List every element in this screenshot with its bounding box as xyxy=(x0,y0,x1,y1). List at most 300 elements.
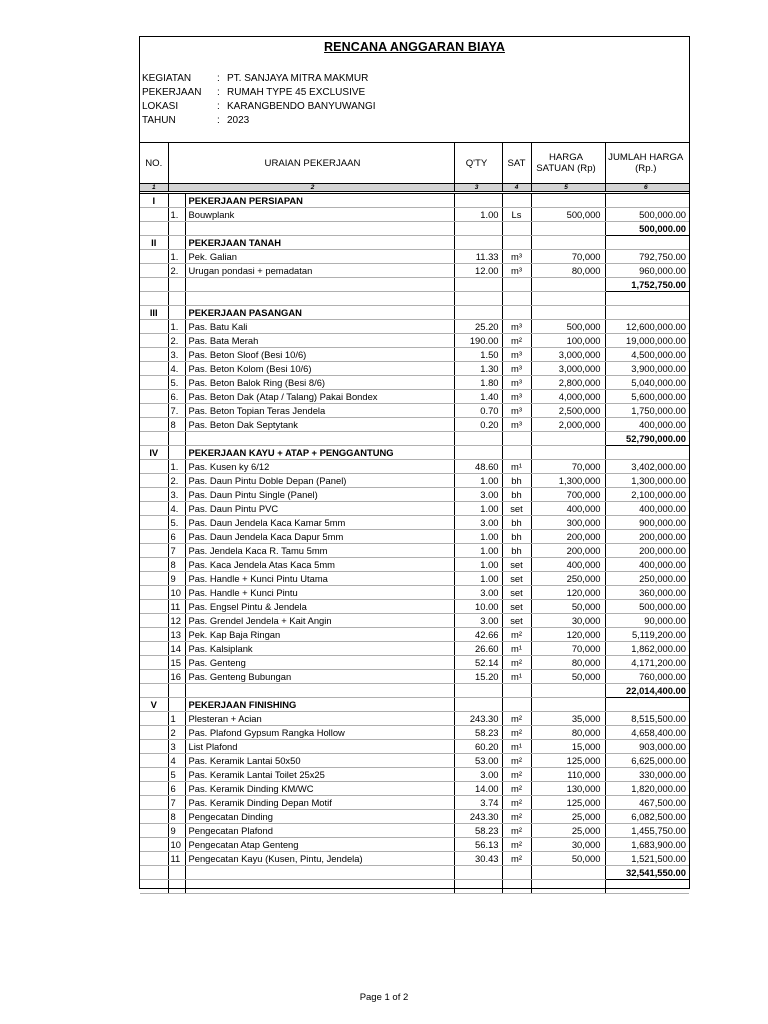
item-quantity: 42.66 xyxy=(454,628,502,642)
item-number: 12 xyxy=(168,614,185,628)
table-row xyxy=(140,530,689,544)
empty-cell xyxy=(185,866,454,880)
empty-cell xyxy=(140,502,168,516)
item-description: Pas. Beton Sloof (Besi 10/6) xyxy=(185,348,454,362)
empty-cell xyxy=(140,278,168,292)
empty-cell xyxy=(168,880,185,894)
header-qty: Q'TY xyxy=(454,143,502,184)
item-unit: m³ xyxy=(502,418,531,432)
empty-cell xyxy=(605,292,689,306)
item-quantity: 1.00 xyxy=(454,474,502,488)
item-description: Pek. Kap Baja Ringan xyxy=(185,628,454,642)
item-number: 5 xyxy=(168,768,185,782)
item-description: Pas. Bata Merah xyxy=(185,334,454,348)
info-value: PT. SANJAYA MITRA MAKMUR xyxy=(227,73,369,84)
table-row xyxy=(140,838,689,852)
empty-cell xyxy=(185,278,454,292)
item-quantity: 0.20 xyxy=(454,418,502,432)
item-description: Pas. Daun Jendela Kaca Kamar 5mm xyxy=(185,516,454,530)
header-uraian: URAIAN PEKERJAAN xyxy=(168,143,454,184)
item-total: 400,000.00 xyxy=(605,418,689,432)
empty-cell xyxy=(140,866,168,880)
item-total: 960,000.00 xyxy=(605,264,689,278)
item-unit-price: 700,000 xyxy=(531,488,605,502)
item-quantity: 11.33 xyxy=(454,250,502,264)
item-total: 200,000.00 xyxy=(605,544,689,558)
item-unit: m¹ xyxy=(502,740,531,754)
empty-cell xyxy=(140,558,168,572)
empty-cell xyxy=(531,880,605,894)
item-quantity: 48.60 xyxy=(454,460,502,474)
item-number: 2 xyxy=(168,726,185,740)
table-row xyxy=(140,614,689,628)
item-description: List Plafond xyxy=(185,740,454,754)
empty-cell xyxy=(531,222,605,236)
table-row xyxy=(140,362,689,376)
empty-cell xyxy=(605,236,689,250)
empty-cell xyxy=(185,292,454,306)
empty-cell xyxy=(454,698,502,712)
info-value: KARANGBENDO BANYUWANGI xyxy=(227,101,376,112)
item-total: 90,000.00 xyxy=(605,614,689,628)
empty-cell xyxy=(531,446,605,460)
empty-cell xyxy=(185,222,454,236)
item-unit: m³ xyxy=(502,362,531,376)
item-number: 10 xyxy=(168,838,185,852)
table-row xyxy=(140,544,689,558)
item-number: 3. xyxy=(168,348,185,362)
table-row xyxy=(140,404,689,418)
empty-cell xyxy=(454,193,502,208)
empty-cell xyxy=(168,866,185,880)
item-number: 14 xyxy=(168,642,185,656)
section-header-row xyxy=(140,193,689,208)
table-row xyxy=(140,586,689,600)
section-title: PEKERJAAN TANAH xyxy=(185,236,454,250)
empty-cell xyxy=(140,362,168,376)
empty-cell xyxy=(140,460,168,474)
item-unit-price: 110,000 xyxy=(531,768,605,782)
item-unit: m² xyxy=(502,796,531,810)
empty-cell xyxy=(502,446,531,460)
item-description: Pas. Keramik Lantai 50x50 xyxy=(185,754,454,768)
item-total: 1,750,000.00 xyxy=(605,404,689,418)
item-unit: m¹ xyxy=(502,460,531,474)
item-quantity: 52.14 xyxy=(454,656,502,670)
item-total: 250,000.00 xyxy=(605,572,689,586)
section-number: III xyxy=(140,306,168,320)
empty-cell xyxy=(502,880,531,894)
empty-cell xyxy=(168,432,185,446)
item-description: Pek. Galian xyxy=(185,250,454,264)
empty-cell xyxy=(531,866,605,880)
item-unit: m¹ xyxy=(502,670,531,684)
empty-cell xyxy=(140,376,168,390)
item-quantity: 190.00 xyxy=(454,334,502,348)
info-label: PEKERJAAN xyxy=(142,87,202,98)
empty-cell xyxy=(168,698,185,712)
section-number: IV xyxy=(140,446,168,460)
column-number: 4 xyxy=(502,184,531,193)
subtotal-row xyxy=(140,432,689,446)
item-unit: m³ xyxy=(502,264,531,278)
header-harga: HARGA SATUAN (Rp) xyxy=(531,143,605,184)
item-description: Plesteran + Acian xyxy=(185,712,454,726)
empty-cell xyxy=(454,306,502,320)
item-number: 6. xyxy=(168,390,185,404)
item-quantity: 3.00 xyxy=(454,516,502,530)
item-quantity: 1.30 xyxy=(454,362,502,376)
empty-cell xyxy=(531,193,605,208)
item-total: 1,455,750.00 xyxy=(605,824,689,838)
table-row xyxy=(140,656,689,670)
table-row xyxy=(140,726,689,740)
section-header-row xyxy=(140,698,689,712)
empty-cell xyxy=(140,726,168,740)
info-lokasi xyxy=(140,100,689,114)
item-unit-price: 200,000 xyxy=(531,530,605,544)
item-number: 4. xyxy=(168,362,185,376)
empty-cell xyxy=(168,278,185,292)
empty-cell xyxy=(140,222,168,236)
section-number: V xyxy=(140,698,168,712)
empty-cell xyxy=(454,866,502,880)
empty-cell xyxy=(140,474,168,488)
item-quantity: 0.70 xyxy=(454,404,502,418)
item-unit-price: 500,000 xyxy=(531,320,605,334)
item-number: 5. xyxy=(168,516,185,530)
section-title: PEKERJAAN KAYU + ATAP + PENGGANTUNG xyxy=(185,446,454,460)
item-unit-price: 35,000 xyxy=(531,712,605,726)
item-number: 7. xyxy=(168,404,185,418)
empty-cell xyxy=(168,292,185,306)
empty-cell xyxy=(454,432,502,446)
cost-table xyxy=(140,142,689,894)
item-quantity: 243.30 xyxy=(454,712,502,726)
empty-cell xyxy=(185,432,454,446)
table-row xyxy=(140,264,689,278)
empty-cell xyxy=(605,698,689,712)
item-number: 4 xyxy=(168,754,185,768)
item-quantity: 12.00 xyxy=(454,264,502,278)
table-row xyxy=(140,824,689,838)
item-description: Pas. Plafond Gypsum Rangka Hollow xyxy=(185,726,454,740)
empty-cell xyxy=(502,222,531,236)
item-unit: m³ xyxy=(502,404,531,418)
item-quantity: 58.23 xyxy=(454,726,502,740)
empty-cell xyxy=(140,516,168,530)
item-total: 6,082,500.00 xyxy=(605,810,689,824)
item-number: 8 xyxy=(168,558,185,572)
empty-cell xyxy=(140,810,168,824)
item-unit: m² xyxy=(502,712,531,726)
empty-cell xyxy=(502,432,531,446)
empty-cell xyxy=(531,684,605,698)
table-row xyxy=(140,572,689,586)
item-number: 2. xyxy=(168,334,185,348)
empty-cell xyxy=(140,824,168,838)
item-total: 330,000.00 xyxy=(605,768,689,782)
item-unit-price: 130,000 xyxy=(531,782,605,796)
item-number: 5. xyxy=(168,376,185,390)
item-description: Pas. Batu Kali xyxy=(185,320,454,334)
item-unit-price: 250,000 xyxy=(531,572,605,586)
empty-cell xyxy=(454,278,502,292)
column-number: 3 xyxy=(454,184,502,193)
item-quantity: 3.00 xyxy=(454,488,502,502)
column-number: 1 xyxy=(140,184,168,193)
item-number: 1. xyxy=(168,250,185,264)
item-number: 9 xyxy=(168,572,185,586)
section-subtotal: 500,000.00 xyxy=(605,222,689,236)
empty-cell xyxy=(140,544,168,558)
item-unit: set xyxy=(502,586,531,600)
empty-cell xyxy=(140,488,168,502)
item-total: 792,750.00 xyxy=(605,250,689,264)
info-kegiatan xyxy=(140,72,689,86)
item-unit: bh xyxy=(502,474,531,488)
item-total: 6,625,000.00 xyxy=(605,754,689,768)
empty-cell xyxy=(140,656,168,670)
item-unit: bh xyxy=(502,516,531,530)
table-row xyxy=(140,852,689,866)
table-body xyxy=(140,193,689,894)
item-total: 1,300,000.00 xyxy=(605,474,689,488)
info-colon: : xyxy=(217,87,220,98)
empty-cell xyxy=(140,348,168,362)
item-unit-price: 400,000 xyxy=(531,502,605,516)
item-number: 16 xyxy=(168,670,185,684)
empty-cell xyxy=(140,782,168,796)
item-description: Pengecatan Atap Genteng xyxy=(185,838,454,852)
item-unit-price: 50,000 xyxy=(531,670,605,684)
subtotal-row xyxy=(140,278,689,292)
item-description: Pas. Kusen ky 6/12 xyxy=(185,460,454,474)
item-unit-price: 2,800,000 xyxy=(531,376,605,390)
item-description: Pas. Grendel Jendela + Kait Angin xyxy=(185,614,454,628)
item-unit-price: 30,000 xyxy=(531,838,605,852)
item-quantity: 1.80 xyxy=(454,376,502,390)
page-footer: Page 1 of 2 xyxy=(359,992,409,1003)
subtotal-row xyxy=(140,684,689,698)
column-number-row xyxy=(140,184,689,193)
item-unit-price: 2,000,000 xyxy=(531,418,605,432)
empty-cell xyxy=(454,222,502,236)
item-quantity: 1.00 xyxy=(454,572,502,586)
item-quantity: 26.60 xyxy=(454,642,502,656)
item-unit: set xyxy=(502,558,531,572)
table-row xyxy=(140,740,689,754)
empty-cell xyxy=(185,880,454,894)
item-total: 5,600,000.00 xyxy=(605,390,689,404)
item-unit-price: 100,000 xyxy=(531,334,605,348)
blank-row xyxy=(140,880,689,894)
item-number: 6 xyxy=(168,782,185,796)
item-quantity: 1.00 xyxy=(454,558,502,572)
empty-cell xyxy=(168,222,185,236)
table-row xyxy=(140,628,689,642)
item-total: 5,040,000.00 xyxy=(605,376,689,390)
section-number: I xyxy=(140,193,168,208)
empty-cell xyxy=(454,446,502,460)
empty-cell xyxy=(531,236,605,250)
item-unit: bh xyxy=(502,488,531,502)
item-unit: m³ xyxy=(502,348,531,362)
item-number: 6 xyxy=(168,530,185,544)
item-number: 8 xyxy=(168,810,185,824)
item-unit: m² xyxy=(502,754,531,768)
empty-cell xyxy=(502,278,531,292)
item-quantity: 1.00 xyxy=(454,544,502,558)
item-total: 3,402,000.00 xyxy=(605,460,689,474)
item-unit: m² xyxy=(502,768,531,782)
document-title: RENCANA ANGGARAN BIAYA xyxy=(324,40,505,54)
item-description: Pas. Keramik Dinding Depan Motif xyxy=(185,796,454,810)
section-header-row xyxy=(140,446,689,460)
item-description: Pas. Engsel Pintu & Jendela xyxy=(185,600,454,614)
info-value: 2023 xyxy=(227,115,250,126)
item-number: 2. xyxy=(168,474,185,488)
item-description: Pengecatan Dinding xyxy=(185,810,454,824)
header-jumlah: JUMLAH HARGA (Rp.) xyxy=(605,143,689,184)
empty-cell xyxy=(502,306,531,320)
item-total: 19,000,000.00 xyxy=(605,334,689,348)
section-title: PEKERJAAN PERSIAPAN xyxy=(185,193,454,208)
item-total: 4,171,200.00 xyxy=(605,656,689,670)
item-description: Pas. Beton Balok Ring (Besi 8/6) xyxy=(185,376,454,390)
item-number: 3 xyxy=(168,740,185,754)
item-unit-price: 500,000 xyxy=(531,208,605,222)
item-quantity: 25.20 xyxy=(454,320,502,334)
empty-cell xyxy=(140,628,168,642)
empty-cell xyxy=(502,866,531,880)
item-unit-price: 25,000 xyxy=(531,824,605,838)
table-header-row xyxy=(140,143,689,184)
item-description: Pas. Genteng Bubungan xyxy=(185,670,454,684)
empty-cell xyxy=(168,684,185,698)
item-number: 1 xyxy=(168,712,185,726)
empty-cell xyxy=(185,684,454,698)
empty-cell xyxy=(605,306,689,320)
item-unit-price: 30,000 xyxy=(531,614,605,628)
empty-cell xyxy=(140,418,168,432)
item-description: Pas. Beton Topian Teras Jendela xyxy=(185,404,454,418)
item-quantity: 60.20 xyxy=(454,740,502,754)
item-description: Pas. Beton Kolom (Besi 10/6) xyxy=(185,362,454,376)
table-row xyxy=(140,642,689,656)
table-row xyxy=(140,516,689,530)
item-unit-price: 2,500,000 xyxy=(531,404,605,418)
item-unit-price: 80,000 xyxy=(531,726,605,740)
item-unit: m² xyxy=(502,782,531,796)
section-subtotal: 22,014,400.00 xyxy=(605,684,689,698)
header-sat: SAT xyxy=(502,143,531,184)
item-unit: m³ xyxy=(502,390,531,404)
table-row xyxy=(140,334,689,348)
empty-cell xyxy=(140,586,168,600)
item-description: Pas. Beton Dak Septytank xyxy=(185,418,454,432)
empty-cell xyxy=(140,600,168,614)
table-row xyxy=(140,474,689,488)
table-row xyxy=(140,390,689,404)
item-quantity: 15.20 xyxy=(454,670,502,684)
table-row xyxy=(140,712,689,726)
item-unit: m² xyxy=(502,656,531,670)
section-title: PEKERJAAN FINISHING xyxy=(185,698,454,712)
blank-row xyxy=(140,292,689,306)
item-unit-price: 125,000 xyxy=(531,754,605,768)
item-number: 3. xyxy=(168,488,185,502)
item-description: Pas. Kalsiplank xyxy=(185,642,454,656)
item-unit-price: 80,000 xyxy=(531,264,605,278)
item-unit: m² xyxy=(502,334,531,348)
empty-cell xyxy=(502,684,531,698)
info-label: KEGIATAN xyxy=(142,73,192,84)
item-total: 903,000.00 xyxy=(605,740,689,754)
item-description: Pas. Daun Pintu Doble Depan (Panel) xyxy=(185,474,454,488)
item-total: 360,000.00 xyxy=(605,586,689,600)
empty-cell xyxy=(531,278,605,292)
empty-cell xyxy=(140,642,168,656)
item-quantity: 10.00 xyxy=(454,600,502,614)
item-number: 1. xyxy=(168,320,185,334)
empty-cell xyxy=(140,712,168,726)
item-number: 10 xyxy=(168,586,185,600)
item-quantity: 58.23 xyxy=(454,824,502,838)
column-number: 2 xyxy=(168,184,454,193)
empty-cell xyxy=(454,236,502,250)
empty-cell xyxy=(140,208,168,222)
item-description: Pengecatan Kayu (Kusen, Pintu, Jendela) xyxy=(185,852,454,866)
item-number: 11 xyxy=(168,852,185,866)
item-unit-price: 15,000 xyxy=(531,740,605,754)
table-row xyxy=(140,320,689,334)
item-unit-price: 80,000 xyxy=(531,656,605,670)
item-unit-price: 50,000 xyxy=(531,852,605,866)
table-row xyxy=(140,460,689,474)
item-unit: m³ xyxy=(502,376,531,390)
empty-cell xyxy=(502,236,531,250)
section-title: PEKERJAAN PASANGAN xyxy=(185,306,454,320)
info-label: LOKASI xyxy=(142,101,179,112)
info-colon: : xyxy=(217,73,220,84)
empty-cell xyxy=(168,236,185,250)
item-total: 4,658,400.00 xyxy=(605,726,689,740)
item-quantity: 3.74 xyxy=(454,796,502,810)
empty-cell xyxy=(531,306,605,320)
item-unit: m² xyxy=(502,824,531,838)
table-row xyxy=(140,376,689,390)
item-unit-price: 120,000 xyxy=(531,628,605,642)
empty-cell xyxy=(502,698,531,712)
item-number: 1. xyxy=(168,460,185,474)
rab-sheet xyxy=(139,36,690,889)
header-no: NO. xyxy=(140,143,168,184)
empty-cell xyxy=(140,250,168,264)
table-row xyxy=(140,418,689,432)
item-total: 500,000.00 xyxy=(605,600,689,614)
empty-cell xyxy=(605,193,689,208)
item-description: Pengecatan Plafond xyxy=(185,824,454,838)
empty-cell xyxy=(140,852,168,866)
item-quantity: 243.30 xyxy=(454,810,502,824)
item-number: 7 xyxy=(168,796,185,810)
empty-cell xyxy=(531,432,605,446)
info-value: RUMAH TYPE 45 EXCLUSIVE xyxy=(227,87,366,98)
item-description: Pas. Daun Pintu PVC xyxy=(185,502,454,516)
item-description: Pas. Keramik Lantai Toilet 25x25 xyxy=(185,768,454,782)
empty-cell xyxy=(531,698,605,712)
